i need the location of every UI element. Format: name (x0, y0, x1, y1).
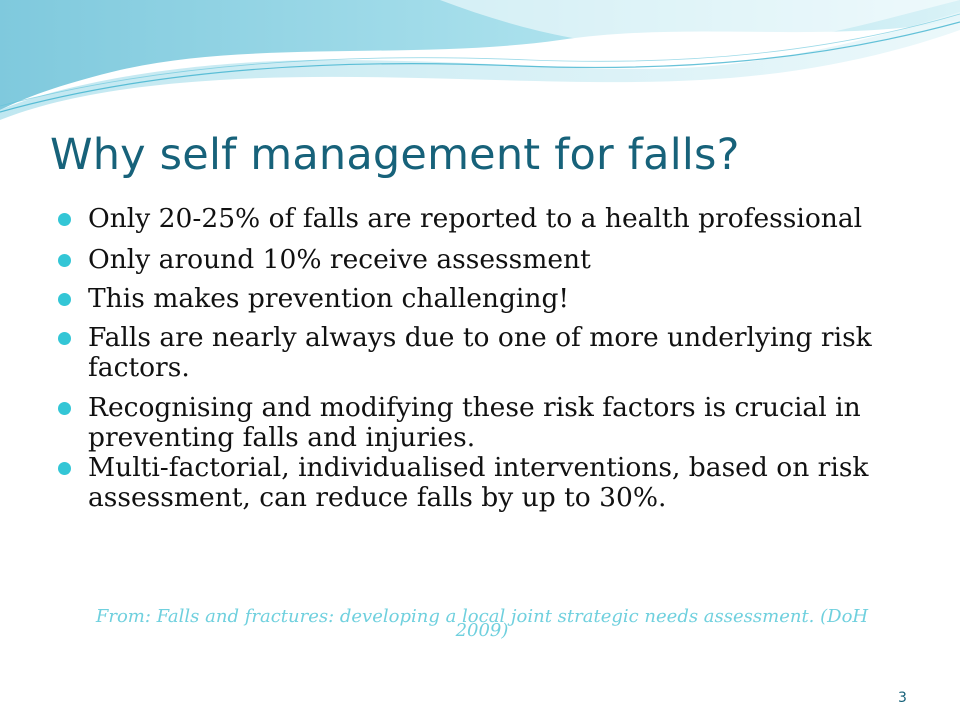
slide-title: Why self management for falls? (50, 130, 740, 180)
bullet-dot-icon (58, 293, 71, 306)
bullet-item (58, 245, 918, 275)
bullet-dot-icon (58, 332, 71, 345)
header-wave-decoration (0, 0, 960, 120)
bullet-item (58, 393, 918, 453)
bullet-item (58, 284, 918, 314)
bullet-text: Falls are nearly always due to one of more underlying risk factors. (88, 322, 872, 383)
bullet-dot-icon (58, 254, 71, 267)
page-number: 3 (898, 690, 907, 706)
bullet-text: This makes prevention challenging! (88, 283, 570, 314)
bullet-item (58, 453, 918, 513)
bullet-text: Recognising and modifying these risk factors is crucial in preventing falls and injuries. (88, 392, 861, 453)
bullet-item (58, 323, 918, 383)
bullet-text: Multi-factorial, individualised interventions, based on risk assessment, can reduce falls by up to 30%. (88, 452, 869, 513)
bullet-item (58, 204, 918, 234)
bullet-dot-icon (58, 462, 71, 475)
bullet-list (58, 204, 918, 513)
bullet-dot-icon (58, 402, 71, 415)
source-citation: From: Falls and fractures: developing a local joint strategic needs assessment. (DoH 2009) (95, 606, 869, 641)
bullet-dot-icon (58, 213, 71, 226)
bullet-text: Only 20-25% of falls are reported to a health professional (88, 203, 863, 234)
bullet-text: Only around 10% receive assessment (88, 244, 591, 275)
